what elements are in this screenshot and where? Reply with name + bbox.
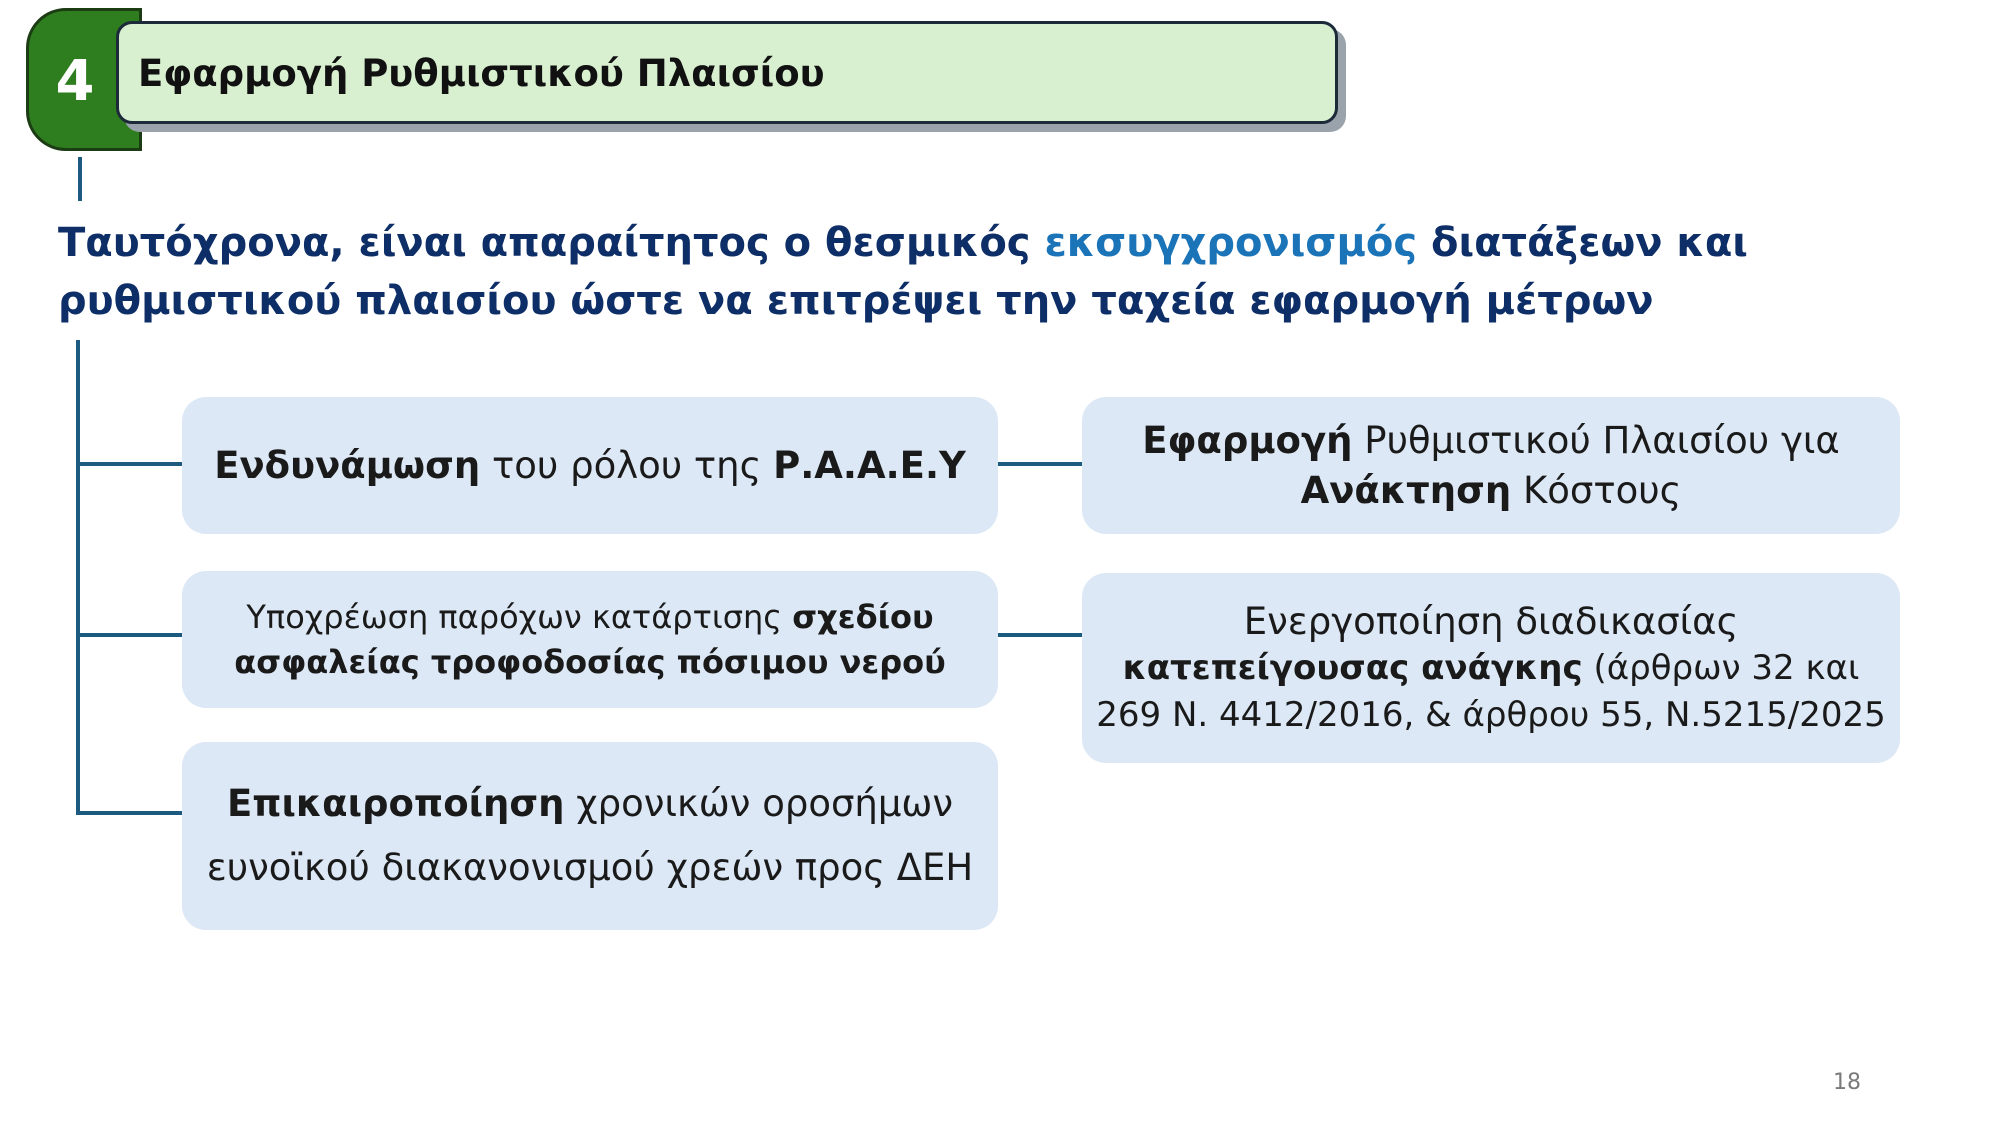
card-2-line-2 xyxy=(234,640,945,685)
card-1-bold-1: Ενδυνάμωση xyxy=(214,443,481,487)
card-4-line-2 xyxy=(1301,466,1682,516)
card-4-text-1: Ρυθμιστικού Πλαισίου για xyxy=(1352,418,1840,462)
card-4-bold-1: Εφαρμογή xyxy=(1142,418,1353,462)
card-cost-recovery xyxy=(1082,397,1900,534)
card-1-bold-2: Ρ.Α.Α.Ε.Υ xyxy=(773,443,966,487)
connector-card-5 xyxy=(998,633,1082,637)
card-4-line-1 xyxy=(1142,416,1840,466)
card-5-line-2 xyxy=(1123,645,1860,692)
card-2-line-1 xyxy=(246,595,933,640)
headline-accent: εκσυγχρονισμός xyxy=(1044,220,1418,266)
tree-vertical-line xyxy=(76,340,80,815)
card-strengthen-authority xyxy=(182,397,998,534)
section-number: 4 xyxy=(55,49,95,114)
connector-card-1 xyxy=(78,462,182,466)
card-2-text-1: Υποχρέωση παρόχων κατάρτισης xyxy=(246,597,793,636)
headline xyxy=(58,214,1858,330)
card-4-text-2: Κόστους xyxy=(1511,468,1682,512)
connector-card-2 xyxy=(78,633,182,637)
card-3-bold-1: Επικαιροποίηση xyxy=(226,782,565,825)
headline-part-2: διατάξεων και xyxy=(1417,220,1748,266)
connector-card-3 xyxy=(78,811,182,815)
card-1-text xyxy=(214,441,966,491)
card-3-text-1: χρονικών οροσήμων xyxy=(564,782,954,825)
page-number: 18 xyxy=(1833,1070,1861,1095)
card-urgent-procedure xyxy=(1082,573,1900,763)
card-2-bold-1: σχεδίου xyxy=(792,597,934,636)
headline-line-1 xyxy=(58,214,1858,272)
section-title: Εφαρμογή Ρυθμιστικού Πλαισίου xyxy=(138,52,825,95)
headline-part-1: Ταυτόχρονα, είναι απαραίτητος ο θεσμικός xyxy=(58,220,1045,266)
card-5-text-1: (άρθρων 32 και xyxy=(1582,647,1860,688)
badge-connector-line xyxy=(78,157,82,201)
card-5-line-1: Ενεργοποίηση διαδικασίας xyxy=(1243,599,1739,643)
card-5-bold-1: κατεπείγουσας ανάγκης xyxy=(1122,647,1583,688)
card-3-line-1 xyxy=(227,772,953,836)
card-update-milestones xyxy=(182,742,998,930)
card-4-bold-2: Ανάκτηση xyxy=(1300,468,1512,512)
card-5-line-3: 269 Ν. 4412/2016, & άρθρου 55, Ν.5215/2025 xyxy=(1096,694,1886,735)
card-3-line-2: ευνοϊκού διακανονισμού χρεών προς ΔΕΗ xyxy=(206,846,974,889)
card-2-bold-2: ασφαλείας τροφοδοσίας πόσιμου νερού xyxy=(234,642,946,681)
headline-line-2: ρυθμιστικού πλαισίου ώστε να επιτρέψει την ταχεία εφαρμογή μέτρων xyxy=(58,278,1654,324)
card-provider-obligation xyxy=(182,571,998,708)
card-1-text-1: του ρόλου της xyxy=(480,443,774,487)
connector-card-4 xyxy=(998,462,1082,466)
